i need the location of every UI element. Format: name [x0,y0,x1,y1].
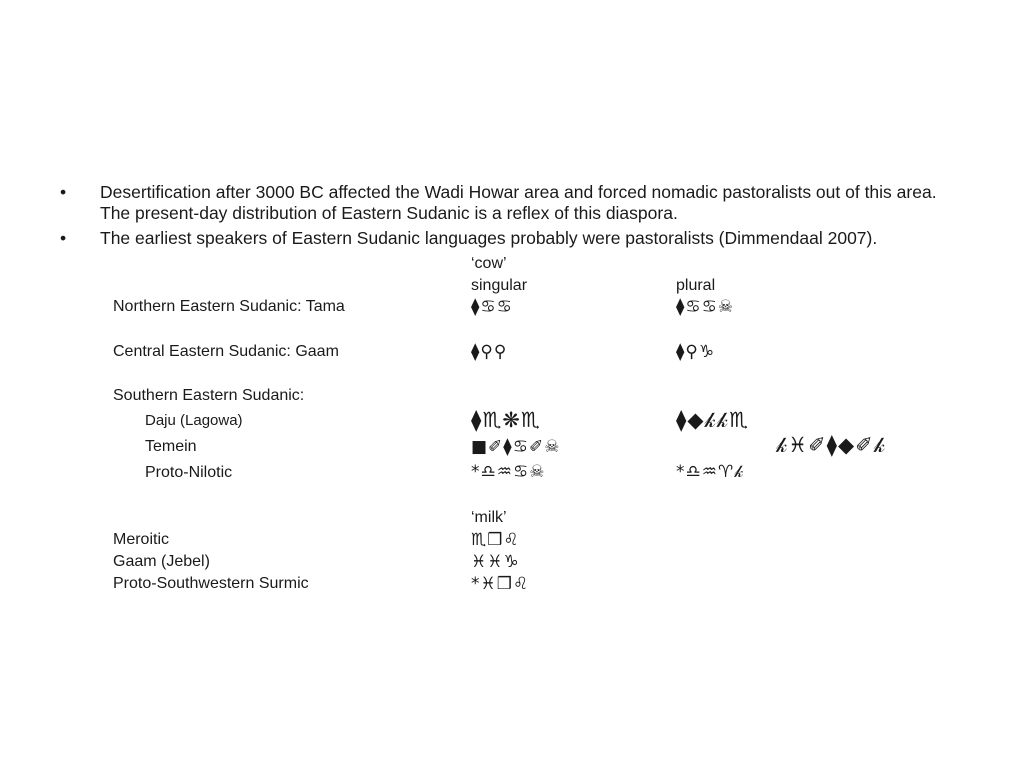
language-label: Daju (Lagowa) [145,412,243,429]
language-label: Meroitic [113,531,170,548]
plural-form: *♎♒♈𝓀 [676,462,745,482]
language-label: Southern Eastern Sudanic: [113,387,305,404]
milk-form: *♓❒♌ [471,574,530,594]
language-label: Proto-Nilotic [145,464,233,481]
bullet-marker: • [60,228,67,248]
bullet-item [60,228,965,249]
language-label: Proto-Southwestern Surmic [113,575,309,592]
cow-gloss: ‘cow’ [471,255,507,272]
plural-header: plural [676,277,716,294]
singular-form: ⧫♋♋ [471,297,513,317]
plural-form: ⧫♋♋☠ [676,297,735,317]
language-label: Northern Eastern Sudanic: Tama [113,298,345,315]
bullet-list [60,182,965,253]
plural-form: ⧫⚲♑ [676,342,716,362]
singular-form: ⧫♏❋♏ [471,408,541,432]
singular-form: ⧫⚲⚲ [471,342,508,362]
singular-form: *♎♒♋☠ [471,462,546,482]
singular-header: singular [471,277,528,294]
plural-form: ⧫◆𝓀𝓀♏ [676,408,749,432]
bullet-marker: • [60,182,67,202]
milk-form: ♓♓♑ [471,552,520,572]
language-label: Temein [145,438,197,455]
plural-form: 𝓀♓✐⧫◆✐𝓀 [776,433,887,457]
language-label: Gaam (Jebel) [113,553,210,570]
milk-gloss: ‘milk’ [471,509,507,526]
singular-form: ■✐⧫♋✐☠ [471,437,561,457]
bullet-item [60,182,965,224]
bullet-text: The earliest speakers of Eastern Sudanic languages probably were pastoralists (Dimmendaal 2007). [100,228,878,248]
language-label: Central Eastern Sudanic: Gaam [113,343,339,360]
milk-form: ♏❒♌ [471,530,520,550]
bullet-text: Desertification after 3000 BC affected the Wadi Howar area and forced nomadic pastoralists out of this area. The present-day distribution of Eastern Sudanic is a reflex of this diaspora. [100,182,937,223]
